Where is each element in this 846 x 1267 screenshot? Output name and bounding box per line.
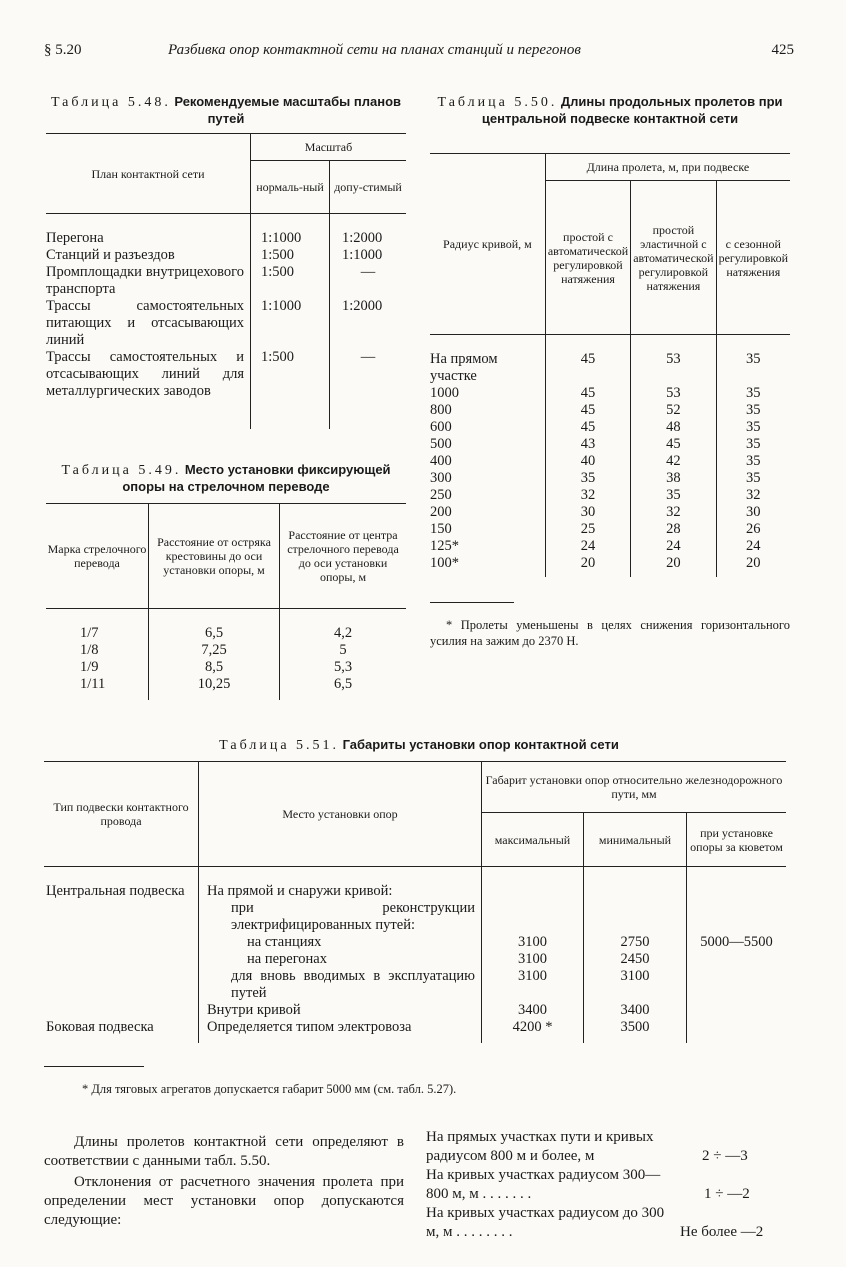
table-548-title: Рекомендуемые масштабы планов путей [174, 94, 402, 126]
table-549 [46, 503, 406, 700]
t551-col-place: Место установки опор [199, 762, 482, 867]
table-549-caption [46, 462, 406, 496]
table-551-caption [44, 737, 794, 754]
deviation-2-value: 1 ÷ —2 [704, 1186, 750, 1202]
table-row: 500 43 45 35 [430, 436, 790, 453]
t551-col-ditch: при установке опоры за кюветом [687, 813, 787, 867]
table-row: на перегонах 3100 2450 [44, 951, 786, 968]
table-row: 100* 20 20 20 [430, 555, 790, 577]
table-551 [44, 761, 786, 1043]
table-550-title: Длины продольных пролетов при центральной подвеске контактной сети [481, 94, 783, 126]
table-551-footnote: * Для тяговых агрегатов допускается габарит 5000 мм (см. табл. 5.27). [82, 1082, 457, 1096]
table-row: Промплощадки внутрицехового транспорта 1:500 — [46, 264, 406, 298]
table-row: 125* 24 24 24 [430, 538, 790, 555]
t548-col-plan: План контактной сети [46, 134, 251, 214]
table-row: Трассы самостоятельных и отсасывающих линий для металлургических заводов 1:500 — [46, 349, 406, 429]
table-row: 1/8 7,25 5 [46, 642, 406, 659]
t548-col-normal: нормаль-ный [251, 161, 330, 214]
table-549-label: Таблица 5.49. [61, 463, 182, 478]
table-550-label: Таблица 5.50. [437, 95, 558, 110]
deviation-1-label: На прямых участках пути и кривых радиусом 800 м и более, м [426, 1129, 654, 1164]
table-550-caption [430, 94, 790, 128]
t551-col-max: максимальный [482, 813, 584, 867]
t550-col-auto: простой с автоматической регулировкой натяжения [545, 181, 630, 335]
deviation-3-value: Не более —2 [680, 1224, 764, 1240]
t550-col-elastic: простой эластичной с автоматической регулировкой натяжения [631, 181, 716, 335]
deviation-2-label: На кривых участках радиусом 300—800 м, м . . . . . . . [426, 1167, 661, 1202]
table-row: для вновь вводимых в эксплуатацию путей 3100 3100 [44, 968, 786, 1002]
paragraph-1: Длины пролетов контактной сети определяют в соответствии с данными табл. 5.50. [44, 1134, 404, 1169]
section-number: § 5.20 [44, 42, 82, 58]
t549-col-center: Расстояние от центра стрелочного перевода до оси установки опоры, м [280, 504, 407, 609]
table-row: 200 30 32 30 [430, 504, 790, 521]
table-row: 400 40 42 35 [430, 453, 790, 470]
table-row: Центральная подвеска На прямой и снаружи кривой: [44, 883, 786, 900]
table-550 [430, 153, 790, 577]
table-row: На прямом участке 45 53 35 [430, 351, 790, 385]
table-row: 1/11 10,25 6,5 [46, 676, 406, 700]
table-row: 250 32 35 32 [430, 487, 790, 504]
table-row: Внутри кривой 3400 3400 [44, 1002, 786, 1019]
table-row: Перегона 1:1000 1:2000 [46, 230, 406, 247]
t548-col-scale: Масштаб [251, 134, 407, 161]
footnote-rule [430, 602, 514, 603]
t550-col-season: с сезонной регулировкой натяжения [716, 181, 790, 335]
table-548 [46, 133, 406, 429]
t548-col-allowed: допу-стимый [330, 161, 407, 214]
running-title: Разбивка опор контактной сети на планах станций и перегонов [168, 42, 581, 58]
deviation-3-label: На кривых участках радиусом до 300 м, м . . . . . . . . [426, 1205, 665, 1240]
t551-col-min: минимальный [584, 813, 687, 867]
table-row: Боковая подвеска Определяется типом электровоза 4200 * 3500 [44, 1019, 786, 1043]
table-551-label: Таблица 5.51. [219, 738, 340, 753]
table-row: 600 45 48 35 [430, 419, 790, 436]
table-row: на станциях 3100 2750 5000—5500 [44, 934, 786, 951]
t551-type-central: Центральная подвеска [46, 883, 185, 899]
table-row: 800 45 52 35 [430, 402, 790, 419]
footnote-rule [44, 1066, 144, 1067]
table-row: 1/9 8,5 5,3 [46, 659, 406, 676]
table-row: Станций и разъездов 1:500 1:1000 [46, 247, 406, 264]
table-row: при реконструкции электрифицированных путей: [44, 900, 786, 934]
table-row: 300 35 38 35 [430, 470, 790, 487]
table-row: 150 25 28 26 [430, 521, 790, 538]
t550-col-span: Длина пролета, м, при подвеске [545, 154, 790, 181]
deviation-1-value: 2 ÷ —3 [702, 1148, 748, 1164]
t551-type-side: Боковая подвеска [46, 1019, 154, 1035]
page-number: 425 [771, 42, 794, 58]
t551-col-gabarit: Габарит установки опор относительно железнодорожного пути, мм [482, 762, 787, 813]
table-row: 1/7 6,5 4,2 [46, 625, 406, 642]
t550-col-radius: Радиус кривой, м [430, 154, 545, 335]
table-548-caption [46, 94, 406, 128]
table-548-label: Таблица 5.48. [50, 95, 171, 110]
table-row: Трассы самостоятельных питающих и отсасывающих линий 1:1000 1:2000 [46, 298, 406, 349]
paragraph-2: Отклонения от расчетного значения пролета при определении мест установки опор допускаются следующие: [44, 1174, 404, 1228]
t549-col-frog: Расстояние от остряка крестовины до оси установки опоры, м [149, 504, 280, 609]
t551-col-type: Тип подвески контактного провода [44, 762, 199, 867]
table-549-title: Место установки фиксирующей опоры на стрелочном переводе [122, 462, 391, 494]
table-551-title: Габариты установки опор контактной сети [342, 737, 619, 752]
table-row: 1000 45 53 35 [430, 385, 790, 402]
table-550-footnote: * Пролеты уменьшены в целях снижения горизонтального усилия на зажим до 2370 Н. [430, 618, 790, 648]
t549-col-mark: Марка стрелочного перевода [46, 504, 149, 609]
